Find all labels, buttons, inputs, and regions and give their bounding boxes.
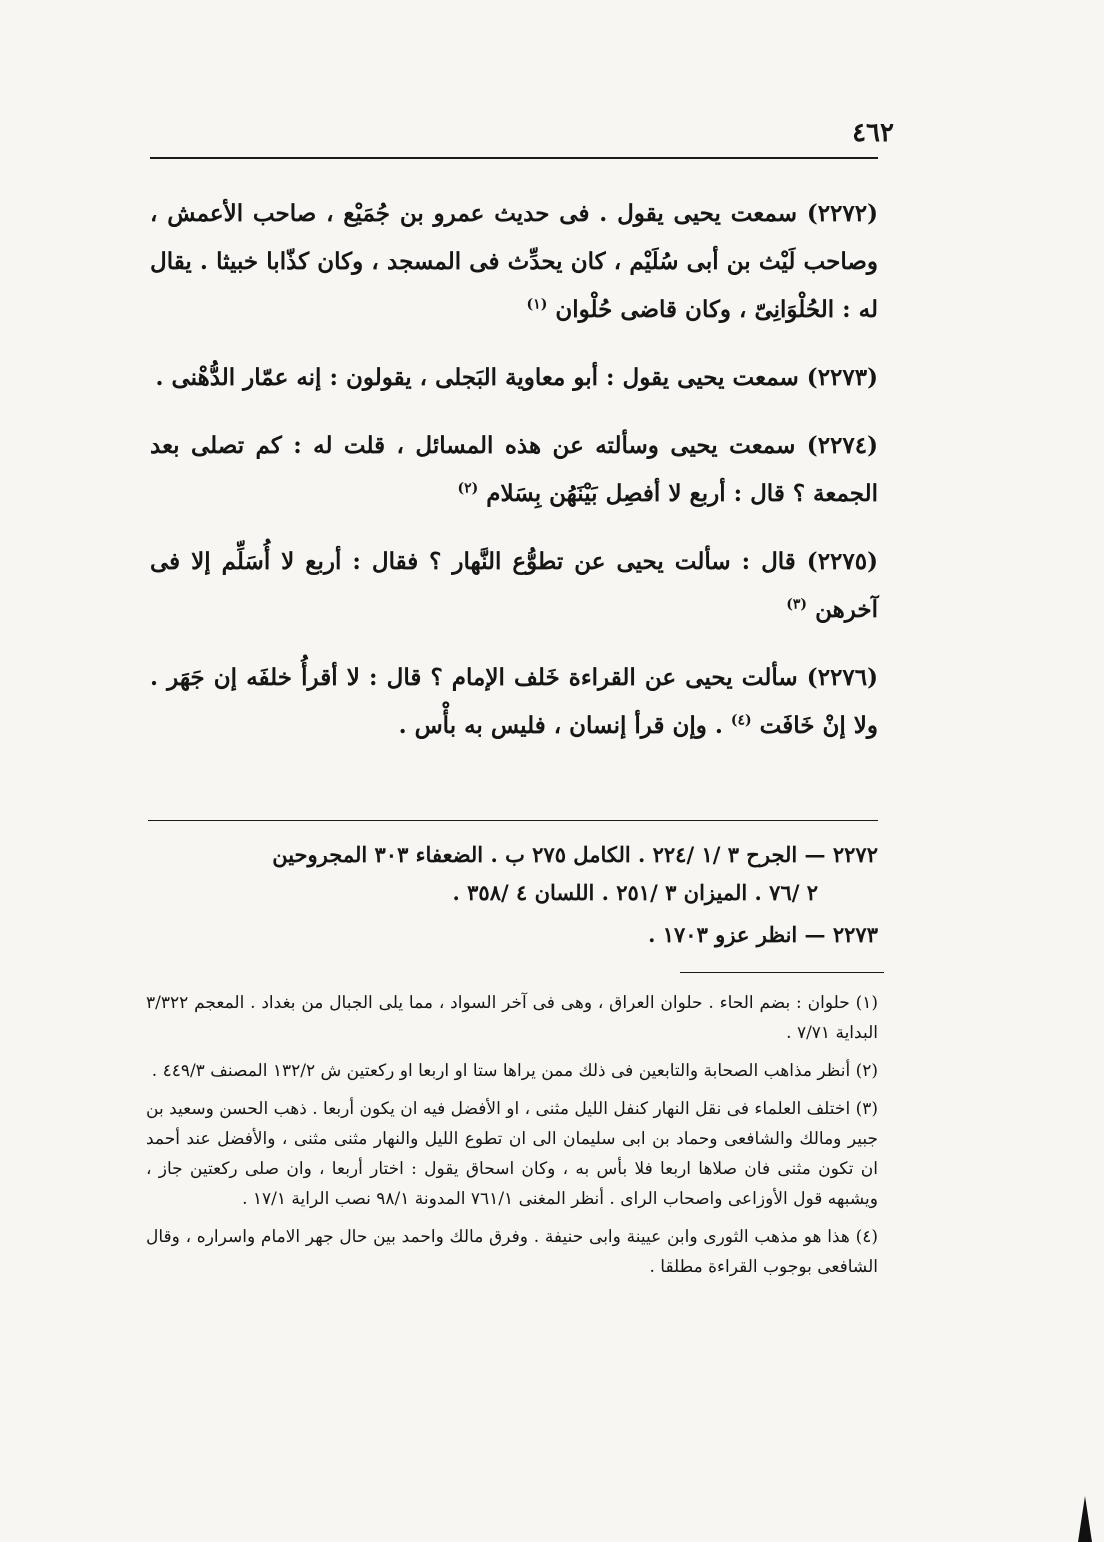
footnote-text: اختلف العلماء فى نقل النهار كنفل الليل مثنى ، او الأفضل فيه ان يكون أربعا . ذهب الحسن وسعيد بن جبير ومالك والشافعى وحماد بن ابى سليمان الى ان تطوع الليل والنهار مثنى مثنى ، والأفضل عند أحمد ان تكون مثنى فان صلاها اربعا فلا بأس به ، وكان اسحاق يقول : اختار أربعا ، وان صلى ركعتين جاز ، ويشبهه قول الأوزاعى واصحاب الراى . أنظر المغنى ٧٦١/١ المدونة ٩٨/١ نصب الراية ١٧/١ . (146, 1099, 878, 1209)
reference-line-continued: ٢ /٧٦ . الميزان ٣ /٢٥١ . اللسان ٤ /٣٥٨ . (452, 880, 818, 905)
footnote-number: (٤) (855, 1227, 878, 1247)
scan-speck (136, 936, 150, 946)
reference-2273 (150, 916, 878, 954)
entry-number: (٢٢٧٤) (806, 432, 878, 459)
entry-number: (٢٢٧٦) (806, 664, 878, 691)
footnote-3 (146, 1094, 878, 1214)
entry-text: قال : سألت يحيى عن تطوُّع النَّهار ؟ فقال : أربع لا أُسَلِّم إلا فى آخرهن (150, 548, 878, 623)
entry-text: سمعت يحيى يقول . فى حديث عمرو بن جُمَيْع ، صاحب الأعمش ، وصاحب لَيْث بن أبى سُلَيْم ، كان يحدِّث فى المسجد ، وكان كذّابا خبيثا . يقال له : الحُلْوَانِىّ ، وكان قاضى حُلْوان (150, 200, 878, 323)
footnote-text: حلوان : بضم الحاء . حلوان العراق ، وهى فى آخر السواد ، مما يلى الجبال من بغداد . المعجم ٣/٣٢٢ البداية ٧/٧١ . (146, 993, 878, 1043)
entry-2274 (150, 422, 878, 518)
footnotes-rule (680, 972, 884, 973)
entry-2276 (150, 654, 878, 750)
footnote-number: (٣) (855, 1099, 879, 1119)
footnote-marker: (٤) (730, 712, 752, 729)
entry-text-continued: . وإن قرأ إنسان ، فليس به بأْس . (398, 712, 723, 739)
entry-number: (٢٢٧٢) (806, 200, 879, 227)
main-text (150, 190, 878, 770)
references (150, 836, 878, 958)
footnote-marker: (١) (526, 296, 548, 313)
references-rule (148, 820, 878, 821)
footnote-number: (١) (855, 993, 878, 1013)
reference-line: ٢٢٧٣ — انظر عزو ١٧٠٣ . (648, 922, 878, 947)
footnote-marker: (٣) (786, 596, 808, 613)
entry-text: سمعت يحيى يقول : أبو معاوية البَجلى ، يقولون : إنه عمّار الدُّهْنى . (155, 364, 799, 391)
scan-edge-mark (1078, 1496, 1092, 1542)
reference-line: ٢٢٧٢ — الجرح ٣ /١ /٢٢٤ . الكامل ٢٧٥ ب . الضعفاء ٣٠٣ المجروحين (272, 842, 878, 867)
footnotes (146, 988, 878, 1290)
entry-2275 (150, 538, 878, 634)
entry-2272 (150, 190, 878, 334)
entry-text: سألت يحيى عن القراءة خَلف الإمام ؟ قال : لا أقرأُ خلفَه إن جَهَر . ولا إنْ خَافَت (150, 664, 878, 739)
entry-2273 (150, 354, 878, 402)
entry-number: (٢٢٧٥) (806, 548, 878, 575)
footnote-number: (٢) (855, 1061, 878, 1081)
footnote-text: أنظر مذاهب الصحابة والتابعين فى ذلك ممن يراها ستا او اربعا او ركعتين ش ١٣٢/٢ المصنف ٤٤٩/٣ . (151, 1061, 851, 1081)
footnote-4 (146, 1222, 878, 1282)
page-number: ٤٦٢ (852, 118, 894, 148)
footnote-text: هذا هو مذهب الثورى وابن عيينة وابى حنيفة . وفرق مالك واحمد بين حال جهر الامام واسراره ، وقال الشافعى بوجوب القراءة مطلقا . (146, 1227, 878, 1277)
entry-number: (٢٢٧٣) (806, 364, 878, 391)
header-rule (150, 157, 878, 159)
reference-2272 (150, 836, 878, 912)
footnote-2 (146, 1056, 878, 1086)
entry-text: سمعت يحيى وسألته عن هذه المسائل ، قلت له : كم تصلى بعد الجمعة ؟ قال : أربع لا أفصِل بَيْنَهُن بِسَلام (150, 432, 878, 507)
footnote-1 (146, 988, 878, 1048)
footnote-marker: (٢) (457, 480, 479, 497)
